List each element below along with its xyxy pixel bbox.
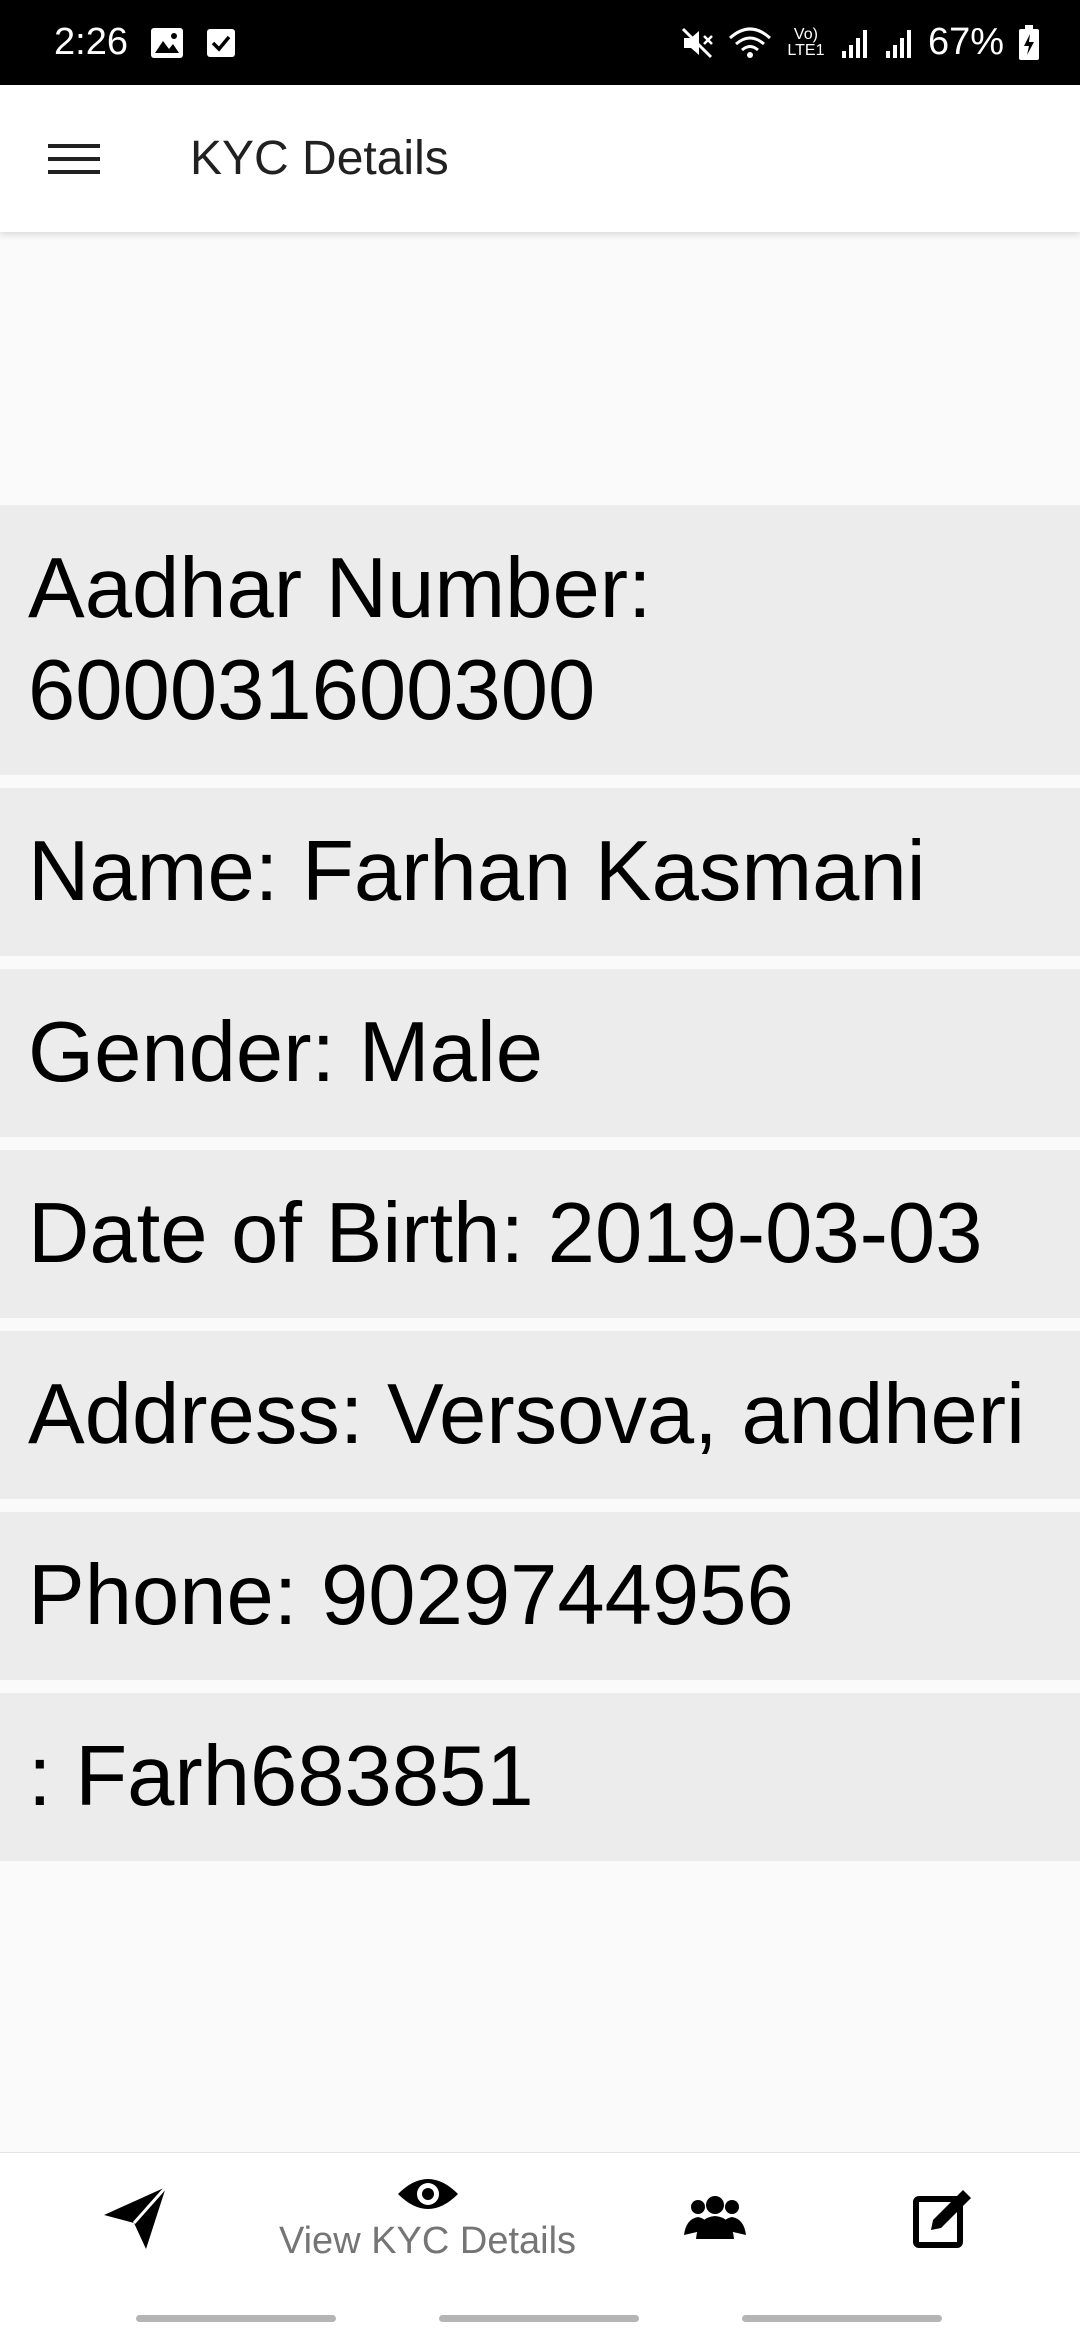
nav-view-kyc-details[interactable]: [255, 2153, 600, 2283]
id-text: : Farh683851: [28, 1729, 534, 1824]
hamburger-menu-icon: [48, 142, 100, 176]
send-icon: [102, 2185, 168, 2251]
battery-percent: 67%: [927, 21, 1004, 63]
checkbox-notification-icon: [206, 28, 236, 58]
address-text: Address: Versova, andheri: [28, 1367, 1025, 1462]
phone-text: Phone: 9029744956: [28, 1548, 794, 1643]
kyc-row-aadhar: [0, 505, 1080, 775]
bottom-navigation: [0, 2152, 1080, 2340]
kyc-row-phone: [0, 1512, 1080, 1680]
kyc-row-gender: [0, 969, 1080, 1137]
signal-icon-2: [884, 27, 914, 59]
wifi-icon: [728, 26, 772, 60]
kyc-details-list: [0, 505, 1080, 1874]
nav-view-kyc-label: View KYC Details: [278, 2219, 577, 2262]
mute-icon: [680, 26, 714, 60]
gesture-bar-left: [136, 2315, 336, 2322]
signal-icon-1: [840, 27, 870, 59]
group-icon: [682, 2195, 748, 2241]
eye-icon: [396, 2174, 460, 2214]
nav-send[interactable]: [60, 2153, 210, 2283]
kyc-row-id: [0, 1693, 1080, 1861]
edit-icon: [911, 2186, 975, 2250]
gesture-bar-center: [439, 2315, 639, 2322]
gender-text: Gender: Male: [28, 1005, 543, 1100]
status-time: 2:26: [54, 21, 128, 63]
kyc-row-name: [0, 788, 1080, 956]
image-icon: [150, 27, 184, 59]
volte-label: Vo) LTE1: [787, 25, 825, 59]
nav-group[interactable]: [640, 2153, 790, 2283]
gesture-bar-right: [742, 2315, 942, 2322]
menu-button[interactable]: [0, 85, 148, 232]
aadhar-label: Aadhar Number:: [28, 541, 652, 636]
kyc-row-address: [0, 1331, 1080, 1499]
status-bar: [0, 0, 1080, 85]
battery-icon: [1018, 25, 1040, 61]
dob-text: Date of Birth: 2019-03-03: [28, 1186, 983, 1281]
page-title: KYC Details: [190, 132, 449, 185]
app-bar: [0, 85, 1080, 232]
kyc-row-dob: [0, 1150, 1080, 1318]
aadhar-value: 600031600300: [28, 643, 596, 738]
nav-edit[interactable]: [868, 2153, 1018, 2283]
name-text: Name: Farhan Kasmani: [28, 824, 926, 919]
